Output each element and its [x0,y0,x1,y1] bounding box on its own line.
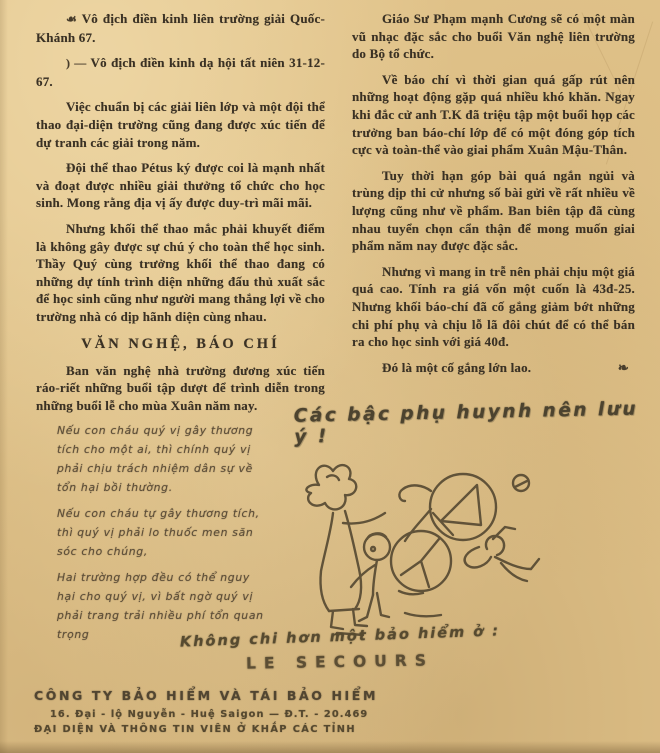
list-item-text: Vô địch điền kinh dạ hội tất niên 31-12-67. [36,55,325,89]
bullet-ornament-icon: ) — [66,56,87,71]
article-paragraph: Ban văn nghệ nhà trường đương xúc tiến ráo-riết những buổi tập dượt để trình diễn trong những buổi lễ cho mùa Xuân năm nay. [36,362,325,413]
closing-text: Đó là một cố gắng lớn lao. [382,359,532,375]
scan-edge-shadow [0,741,660,753]
list-item [36,10,325,46]
article-paragraph: Đội thể thao Pétus ký được coi là mạnh nhất và đoạt được nhiều giải thưởng tổ chức cho học sinh. Mong rằng địa vị ấy được duy-trì mãi mãi. [36,160,325,211]
scan-edge-shadow [0,0,8,753]
fleuron-ornament-icon: ❧ [617,359,629,375]
list-item [36,54,325,90]
ad-agents-line: ĐẠI DIỆN VÀ THÔNG TIN VIÊN Ở KHẮP CÁC TỈNH [34,724,356,735]
article-paragraph: Về báo chí vì thời gian quá gấp rút nên những hoạt động gặp quá nhiều khó khăn. Ngay khi đắc cử anh T.K đã triệu tập một buổi họp các trưởng ban báo-chí lớp để có một đóng góp tích cực và toàn-thể vào giai phẩm Xuân Mậu-Thân. [352,71,635,158]
ad-headline: Các bậc phụ huynh nên lưu ý ! [293,398,639,448]
article-left-column [36,10,325,422]
article-paragraph: Nhưng vì mang in trễ nên phải chịu một giá quá cao. Tính ra giá vốn một cuốn là 43đ-25. Nhưng khối báo-chí đã cố gắng giảm bớt những chi phí phụ và chịu lỗ lã đôi chút để có thể bán ra cho học sinh với giá 40đ. [352,263,635,350]
ad-notice-paragraph: Nếu con cháu quý vị gây thương tích cho một ai, thì chính quý vị phải chịu trách nhiệm dân sự về tổn hại bồi thường. [57,424,254,494]
ad-slogan: Không chi hơn một bảo hiểm ở : [179,623,501,651]
article-paragraph: Nhưng khối thể thao mắc phải khuyết điểm là không gây được sự chú ý cho toàn thể học sinh. Thầy Quý cùng trưởng khối thể thao đang có những dự tính trình diện những đấu thủ xuất sắc để học sinh cũng như người mang thắng lợi về cho trường nhà có dịp hãnh diện cùng nhau. [36,220,325,324]
article-paragraph: Việc chuẩn bị các giải liên lớp và một đội thể thao đại-diện trường cũng đang được xúc tiến để dự tranh các giải trong năm. [36,99,325,150]
article-paragraph: Giáo Sư Phạm mạnh Cương sẽ có một màn vũ nhạc đặc sắc cho buổi Văn nghệ liên trường do Bộ tổ chức. [352,11,635,62]
article-closing-line [352,359,635,377]
article-paragraph: Tuy thời hạn góp bài quá ngắn ngủi và trùng dịp thi cử nhưng số bài gửi về rất nhiều về lượng cũng như về phẩm. Ban biên tập đã cùng nhau tuyển chọn cẩn thận để mong muốn giai phẩm năm nay được đặc sắc. [352,167,635,254]
list-item-text: Vô địch điền kinh liên trường giải Quốc-Khánh 67. [36,11,326,45]
ad-company-address: 16. Đại - lộ Nguyễn - Huệ Saigon — Đ.T. - 20.469 [50,709,369,720]
bullet-ornament-icon: ☙ [66,12,77,26]
ad-notice-text [57,421,271,651]
ad-company-name: CÔNG TY BẢO HIỂM VÀ TÁI BẢO HIỂM [34,688,378,703]
bicycle-accident-illustration [281,451,549,637]
ad-notice-paragraph: Hai trường hợp đều có thể nguy hại cho quý vị, vì bất ngờ quý vị phải trang trải nhiều phí tổn quan trọng [57,571,264,641]
section-heading: VĂN NGHỆ, BÁO CHÍ [81,335,280,352]
ad-brand-name: LE SECOURS [245,651,435,673]
article-right-column [352,10,635,384]
ad-notice-paragraph: Nếu con cháu tự gây thương tích, thì quý vị phải lo thuốc men săn sóc cho chúng, [57,507,260,558]
